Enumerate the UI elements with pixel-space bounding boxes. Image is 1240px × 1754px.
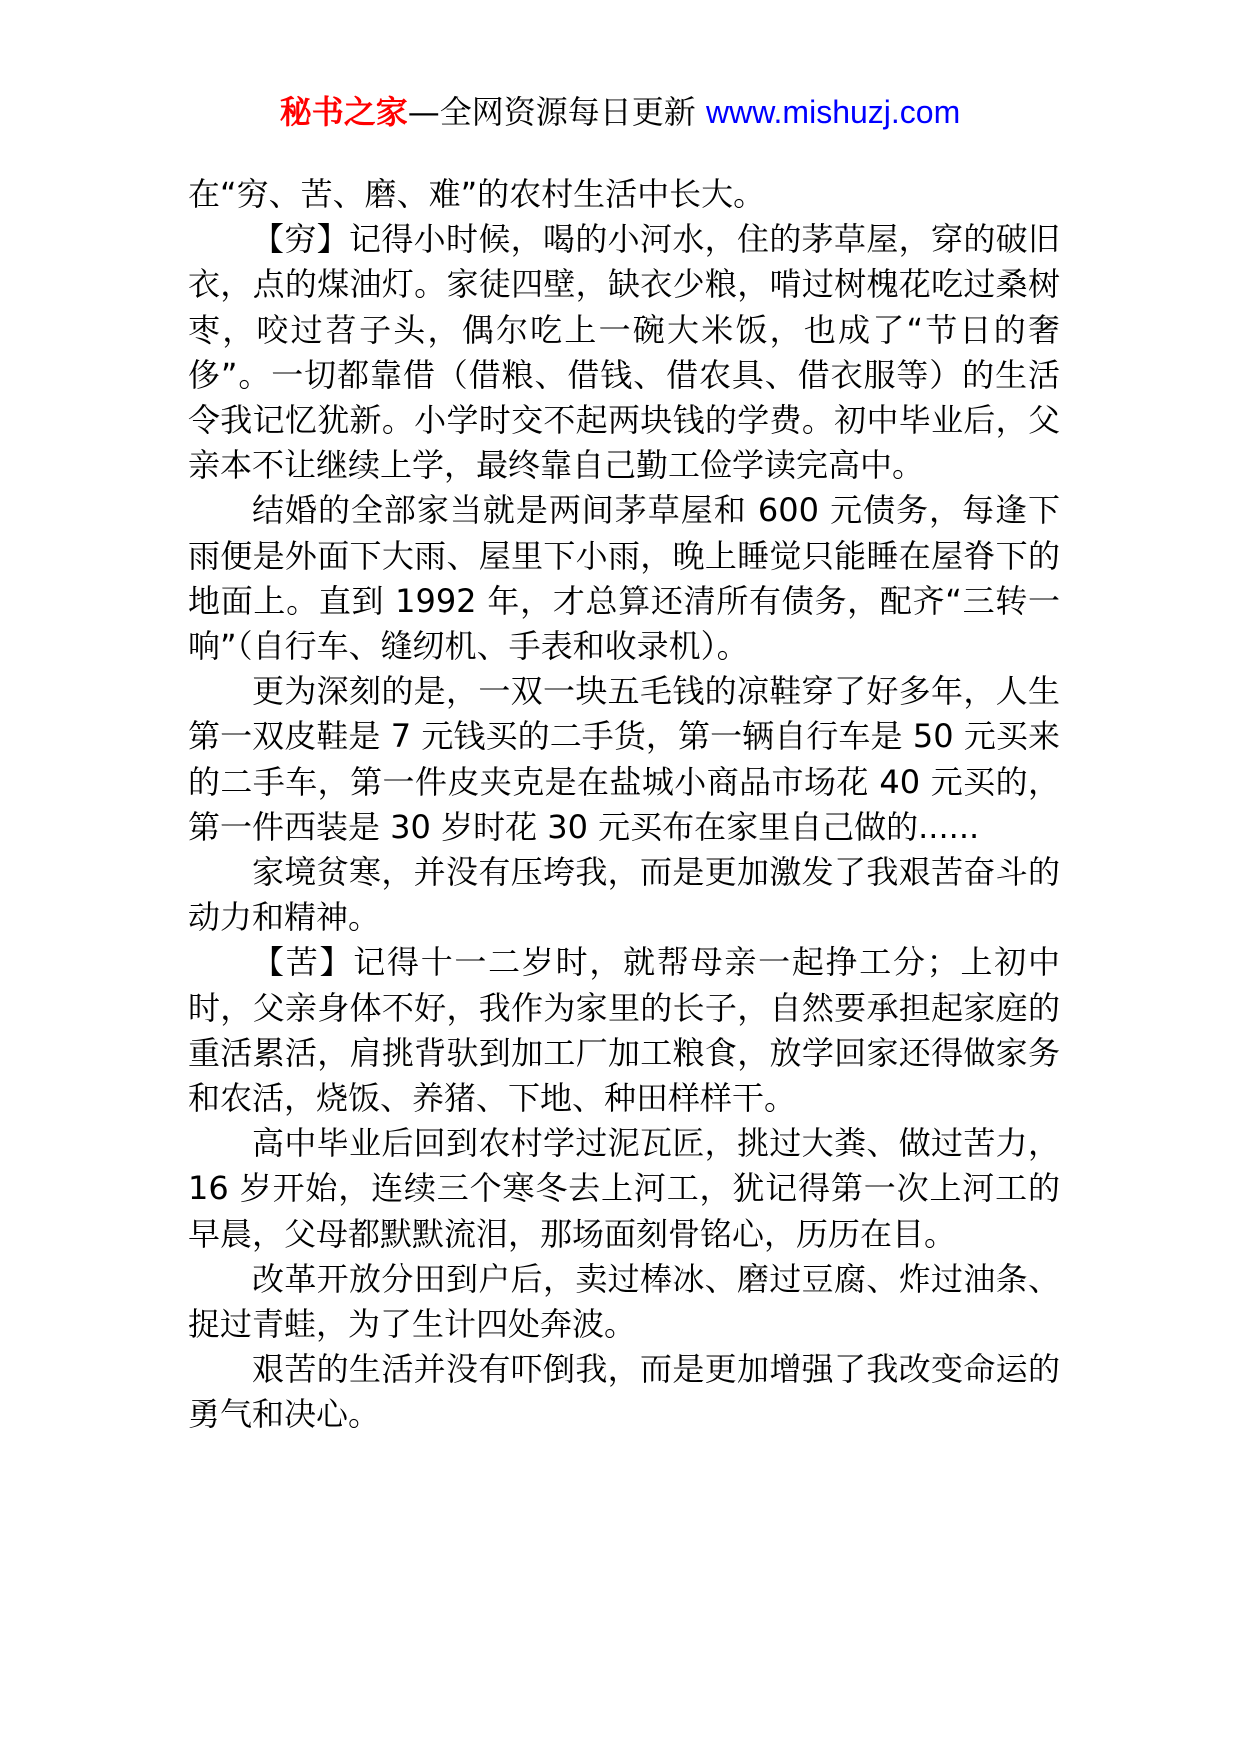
paragraph-marriage: 结婚的全部家当就是两间茅草屋和 600 元债务，每逢下雨便是外面下大雨、屋里下小雨，晚上睡觉只能睡在屋脊下的地面上。直到 1992 年，才总算还清所有债务，配齐“三转一响”（自行车、缝纫机、手表和收录机）。 — [188, 491, 1060, 666]
brand-name: 秘书之家 — [279, 93, 408, 131]
paragraph-reform: 改革开放分田到户后，卖过棒冰、磨过豆腐、炸过油条、捉过青蛙，为了生计四处奔波。 — [188, 1259, 1060, 1344]
paragraph-hardship: 【苦】记得十一二岁时，就帮母亲一起挣工分；上初中时，父亲身体不好，我作为家里的长子，自然要承担起家庭的重活累活，肩挑背驮到加工厂加工粮食，放学回家还得做家务和农活，烧饭、养猪、下地、种田样样干。 — [188, 943, 1060, 1118]
paragraph-firsts: 更为深刻的是，一双一块五毛钱的凉鞋穿了好多年，人生第一双皮鞋是 7 元钱买的二手货，第一辆自行车是 50 元买来的二手车，第一件皮夹克是在盐城小商品市场花 40 元买的，第一件西装是 30 岁时花 30 元买布在家里自己做的...... — [188, 672, 1060, 846]
page-header — [0, 92, 1240, 132]
paragraph-determination: 艰苦的生活并没有吓倒我，而是更加增强了我改变命运的勇气和决心。 — [188, 1350, 1060, 1434]
paragraph-motivation: 家境贫寒，并没有压垮我，而是更加激发了我艰苦奋斗的动力和精神。 — [188, 853, 1060, 937]
paragraph-poverty: 【穷】记得小时候，喝的小河水，住的茅草屋，穿的破旧衣，点的煤油灯。家徒四壁，缺衣少粮，啃过树槐花吃过桑树枣，咬过苕子头，偶尔吃上一碗大米饭，也成了“节日的奢侈”。一切都靠借（借粮、借钱、借农具、借衣服等）的生活令我记忆犹新。小学时交不起两块钱的学费。初中毕业后，父亲本不让继续上学，最终靠自己勤工俭学读完高中。 — [188, 220, 1060, 485]
document-body — [188, 172, 1060, 1438]
paragraph-intro: 在“穷、苦、磨、难”的农村生活中长大。 — [188, 175, 766, 213]
website-link[interactable]: www.mishuzj.com — [705, 94, 961, 130]
paragraph-labor: 高中毕业后回到农村学过泥瓦匠，挑过大粪、做过苦力，16 岁开始，连续三个寒冬去上河工，犹记得第一次上河工的早晨，父母都默默流泪，那场面刻骨铭心，历历在目。 — [188, 1124, 1060, 1253]
header-slogan: —全网资源每日更新 — [407, 93, 706, 131]
